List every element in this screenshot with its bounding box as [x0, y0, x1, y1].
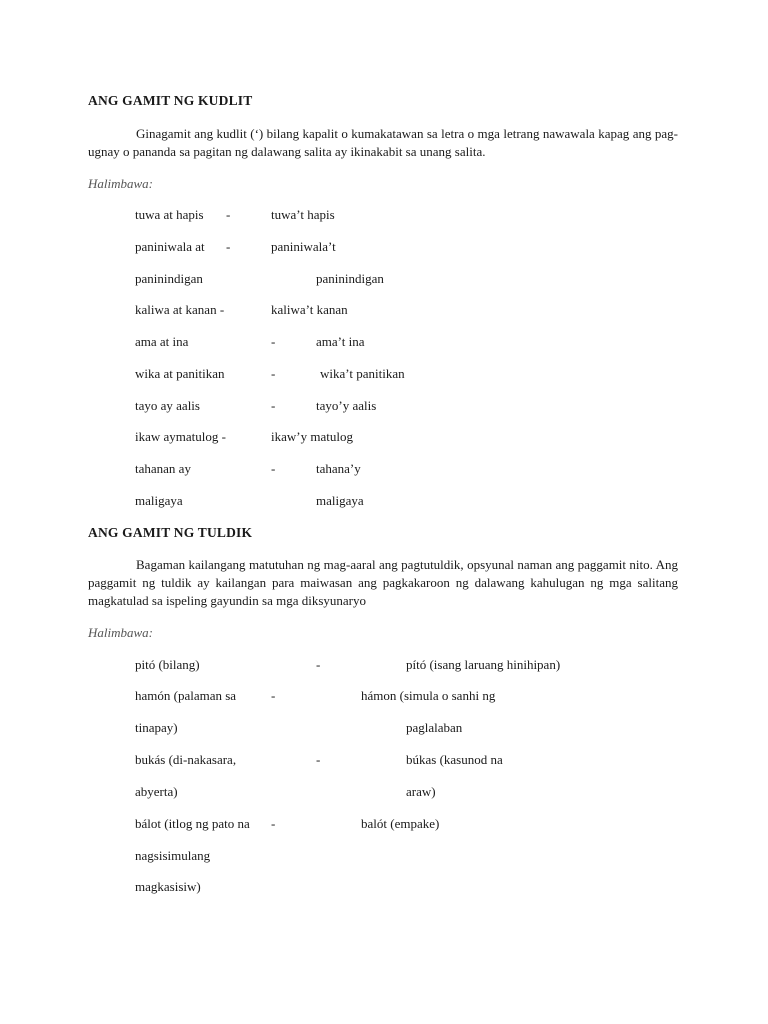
example-dash: - — [316, 752, 321, 767]
example-right: maligaya — [316, 493, 364, 508]
example-left: tuwa at hapis — [135, 207, 204, 222]
example-left: tayo ay aalis — [135, 398, 200, 413]
section-heading-kudlit: ANG GAMIT NG KUDLIT — [88, 93, 253, 108]
example-right: paniniwala’t — [271, 239, 336, 254]
example-left: pitó (bilang) — [135, 657, 200, 672]
example-left: ama at ina — [135, 334, 189, 349]
paragraph-tuldik — [88, 556, 678, 610]
example-left: paninindigan — [135, 271, 203, 286]
example-left: abyerta) — [135, 784, 178, 799]
example-left: tahanan ay — [135, 461, 191, 476]
example-right: kaliwa’t kanan — [271, 302, 348, 317]
example-dash: - — [226, 239, 231, 254]
example-right: tahana’y — [316, 461, 361, 476]
example-dash: - — [271, 366, 276, 381]
example-left: wika at panitikan — [135, 366, 225, 381]
paragraph-kudlit-text: Ginagamit ang kudlit (‘) bilang kapalit o kumakatawan sa letra o mga letrang nawawala kapag ang pag-ugnay o pananda sa pagitan ng dalawang salita ay ikinakabit sa unang salita. — [88, 126, 678, 159]
example-left: hamón (palaman sa — [135, 688, 237, 703]
example-right: ama’t ina — [316, 334, 365, 349]
example-label-kudlit: Halimbawa: — [88, 176, 153, 191]
example-right: tayo’y aalis — [316, 398, 377, 413]
paragraph-tuldik-text: Bagaman kailangang matutuhan ng mag-aaral ang pagtutuldik, opsyunal naman ang paggamit nito. Ang paggamit ng tuldik ay kailangan para maiwasan ang pagkakaroon ng dalawang kahulugan ng mga salitang magkatulad sa ispeling gayundin sa mga diksyunaryo — [88, 557, 678, 608]
example-dash: - — [271, 334, 276, 349]
example-label-tuldik: Halimbawa: — [88, 625, 153, 640]
example-right: araw) — [406, 784, 436, 799]
example-right: pító (isang laruang hinihipan) — [406, 657, 561, 672]
section-heading-tuldik: ANG GAMIT NG TULDIK — [88, 525, 253, 540]
example-right: tuwa’t hapis — [271, 207, 335, 222]
example-right: balót (empake) — [361, 816, 440, 831]
example-left: paniniwala at — [135, 239, 205, 254]
example-right: ikaw’y matulog — [271, 429, 353, 444]
example-right: paninindigan — [316, 271, 384, 286]
example-right: búkas (kasunod na — [406, 752, 503, 767]
example-left: ikaw aymatulog - — [135, 429, 226, 444]
example-dash: - — [271, 688, 276, 703]
example-right: wika’t panitikan — [320, 366, 405, 381]
example-left: bukás (di-nakasara, — [135, 752, 237, 767]
example-left: kaliwa at kanan - — [135, 302, 225, 317]
example-dash: - — [271, 816, 276, 831]
example-left: maligaya — [135, 493, 183, 508]
example-left: tinapay) — [135, 720, 178, 735]
paragraph-kudlit — [88, 125, 678, 161]
example-dash: - — [226, 207, 231, 222]
example-left: nagsisimulang — [135, 848, 211, 863]
example-right: hámon (simula o sanhi ng — [361, 688, 496, 703]
example-dash: - — [271, 398, 276, 413]
example-left: bálot (itlog ng pato na — [135, 816, 250, 831]
example-right: paglalaban — [406, 720, 463, 735]
example-left: magkasisiw) — [135, 879, 201, 894]
example-dash: - — [316, 657, 321, 672]
example-dash: - — [271, 461, 276, 476]
